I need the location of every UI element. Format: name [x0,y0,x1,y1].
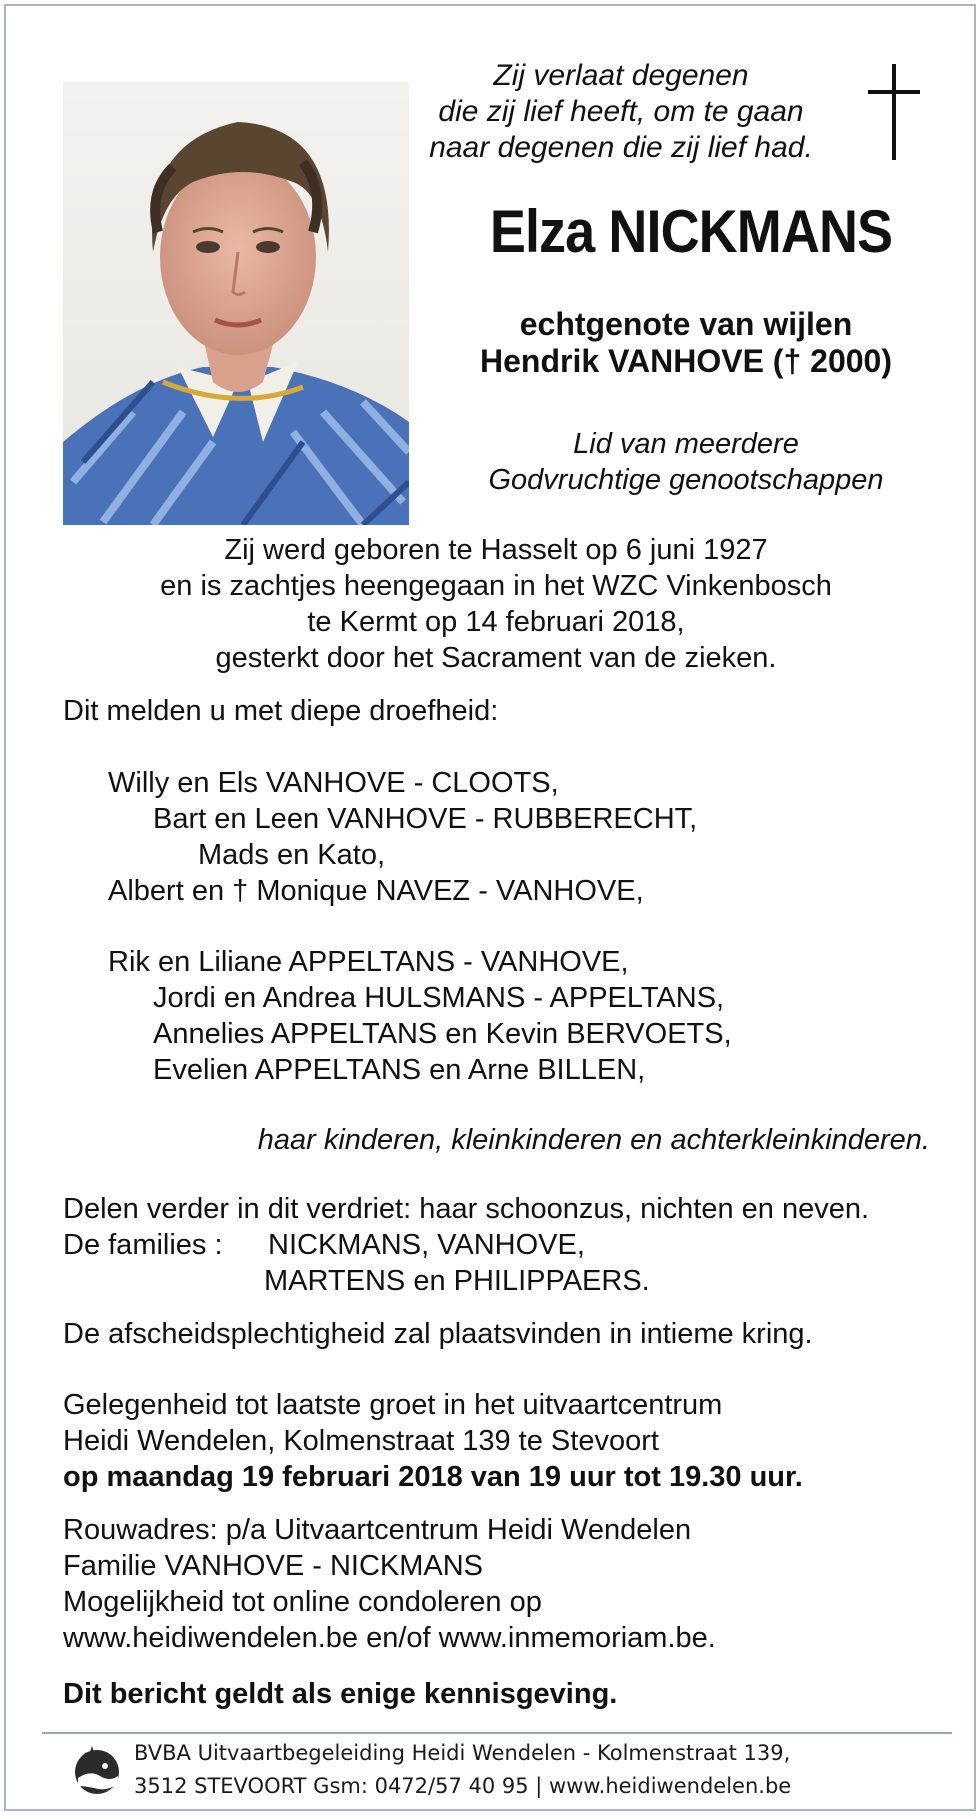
portrait-photo [63,82,409,525]
family-member: Annelies APPELTANS en Kevin BERVOETS, [153,1018,732,1050]
announcement: Dit melden u met diepe droefheid: [63,695,499,727]
family-member: Rik en Liliane APPELTANS - VANHOVE, [108,946,629,978]
footer-line: 3512 STEVOORT Gsm: 0472/57 40 95 | www.heidiwendelen.be [134,1774,792,1798]
family-member: Willy en Els VANHOVE - CLOOTS, [108,767,559,799]
visitation-line: Gelegenheid tot laatste groet in het uitvaartcentrum [63,1389,723,1421]
membership-line: Lid van meerdere [573,428,799,460]
visitation-time: op maandag 19 februari 2018 van 19 uur tot 19.30 uur. [63,1461,803,1493]
obituary-card [4,4,976,1811]
family-member: Albert en † Monique NAVEZ - VANHOVE, [108,875,644,907]
family-member: Mads en Kato, [198,839,385,871]
family-member: Bart en Leen VANHOVE - RUBBERECHT, [153,803,698,835]
quote-line: die zij lief heeft, om te gaan [438,95,804,128]
families-label: De families : [63,1229,223,1261]
visitation-line: Heidi Wendelen, Kolmenstraat 139 te Stevoort [63,1425,659,1457]
funeral-home-logo-icon [72,1742,122,1796]
quote-line: Zij verlaat degenen [493,59,749,92]
life-line: Zij werd geboren te Hasselt op 6 juni 1927 [224,534,768,566]
family-names: MARTENS en PHILIPPAERS. [264,1265,650,1297]
family-names: NICKMANS, VANHOVE, [268,1229,585,1261]
deceased-name: Elza NICKMANS [489,198,893,265]
family-member: Evelien APPELTANS en Arne BILLEN, [153,1054,646,1086]
spouse-info [436,306,936,380]
cross-icon [868,64,920,160]
children-summary: haar kinderen, kleinkinderen en achterkleinkinderen. [257,1124,930,1156]
address-line: Mogelijkheid tot online condoleren op [63,1586,542,1618]
footer-divider [42,1732,952,1734]
spouse-line: echtgenote van wijlen [519,306,853,342]
spouse-line: Hendrik VANHOVE († 2000) [480,343,892,379]
life-details [66,532,926,676]
address-line: Familie VANHOVE - NICKMANS [63,1550,484,1582]
address-line: Rouwadres: p/a Uitvaartcentrum Heidi Wendelen [63,1514,692,1546]
quote-line: naar degenen die zij lief had. [429,131,813,164]
life-line: en is zachtjes heengegaan in het WZC Vinkenbosch [160,570,832,602]
footer-line: BVBA Uitvaartbegeleiding Heidi Wendelen - Kolmenstraat 139, [134,1741,791,1765]
family-member: Jordi en Andrea HULSMANS - APPELTANS, [153,982,725,1014]
ceremony-info: De afscheidsplechtigheid zal plaatsvinden in intieme kring. [63,1318,813,1350]
life-line: te Kermt op 14 februari 2018, [307,606,685,638]
notice-line: Dit bericht geldt als enige kennisgeving. [63,1678,618,1710]
life-line: gesterkt door het Sacrament van de zieken. [215,642,777,674]
share-grief-line: Delen verder in dit verdriet: haar schoonzus, nichten en neven. [63,1193,870,1225]
epigraph-quote [416,58,826,166]
funeral-home-info [134,1737,791,1803]
membership-line: Godvruchtige genootschappen [488,464,884,496]
membership-info [436,426,936,498]
address-line: www.heidiwendelen.be en/of www.inmemoriam.be. [63,1622,716,1654]
